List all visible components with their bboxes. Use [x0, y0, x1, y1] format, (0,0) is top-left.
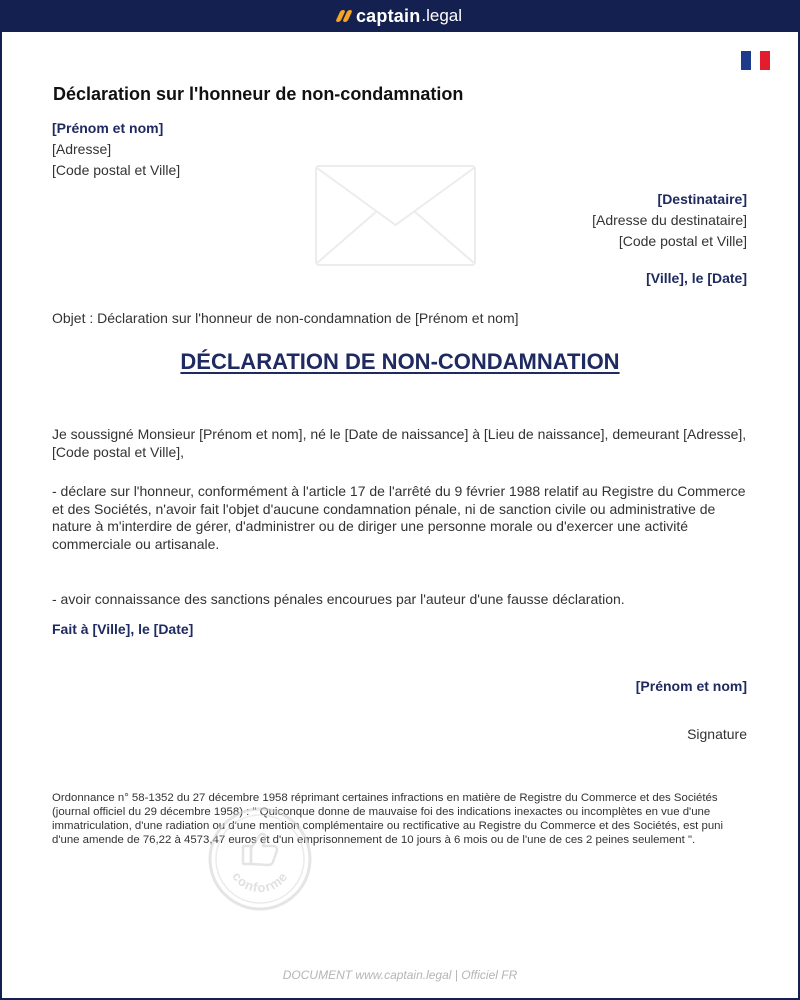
signature-name: [Prénom et nom] — [635, 678, 747, 694]
recipient-block — [592, 189, 747, 252]
recipient-city: [Code postal et Ville] — [618, 233, 747, 249]
legal-footnote: Ordonnance n° 58-1352 du 27 décembre 1958 réprimant certaines infractions en matière de Registre du Commerce et des Sociétés (journal officiel du 29 décembre 1958) : " Quiconque donne de mauvaise foi des indications inexactes ou incomplètes en vue d'une immatriculation, d'une radiation ou d'une mention complémentaire ou rectificative au Registre du Commerce et des Sociétés, est puni d'une amende de 76,22 à 4573,47 euros et d'un emprisonnement de 10 jours à 6 mois ou de l'une de ces 2 peines seulement ". — [52, 792, 724, 846]
sender-address: [Adresse] — [52, 141, 112, 157]
sender-name: [Prénom et nom] — [52, 120, 164, 136]
place-date: [Ville], le [Date] — [646, 270, 747, 286]
flag-stripe-white — [751, 51, 761, 70]
envelope-watermark-icon — [315, 165, 476, 266]
paragraph-sanctions: - avoir connaissance des sanctions pénales encourues par l'auteur d'une fausse déclaration. — [52, 591, 625, 607]
recipient-address: [Adresse du destinataire] — [592, 212, 747, 228]
stamp-label: conforme — [229, 868, 291, 896]
brand-name: captain — [355, 5, 421, 26]
main-title-text: DÉCLARATION DE NON-CONDAMNATION — [180, 349, 620, 374]
paragraph-declaration: - déclare sur l'honneur, conformément à l'article 17 de l'arrêté du 9 février 1988 relatif au Registre du Commerce et des Sociétés, n'avoir fait l'objet d'aucune condamnation pénale, ni de sanction civile ou administrative de nature à m'interdire de gérer, d'administrer ou de diriger une personne morale ou d'exercer une activité commerciale ou artisanale. — [52, 483, 746, 552]
conforme-stamp-icon — [207, 806, 313, 912]
footer-note: DOCUMENT www.captain.legal | Officiel FR — [282, 968, 518, 982]
sender-block — [52, 118, 180, 181]
main-title — [0, 349, 800, 375]
made-at: Fait à [Ville], le [Date] — [52, 621, 194, 637]
flag-stripe-blue — [741, 51, 751, 70]
flag-stripe-red — [760, 51, 770, 70]
document-title: Déclaration sur l'honneur de non-condamnation — [53, 84, 464, 104]
recipient-name: [Destinataire] — [657, 191, 747, 207]
paragraph-identity: Je soussigné Monsieur [Prénom et nom], né le [Date de naissance] à [Lieu de naissance], demeurant [Adresse], [Code postal et Ville], — [52, 426, 747, 460]
thumbs-up-icon — [243, 834, 277, 865]
brand-logo[interactable] — [338, 6, 462, 27]
top-bar — [0, 0, 800, 32]
sender-city: [Code postal et Ville] — [52, 162, 181, 178]
france-flag-icon — [741, 51, 770, 70]
signature-label: Signature — [687, 726, 747, 742]
captain-logo-icon — [338, 10, 350, 22]
object-line: Objet : Déclaration sur l'honneur de non-condamnation de [Prénom et nom] — [52, 310, 519, 326]
brand-tld: .legal — [421, 6, 463, 25]
